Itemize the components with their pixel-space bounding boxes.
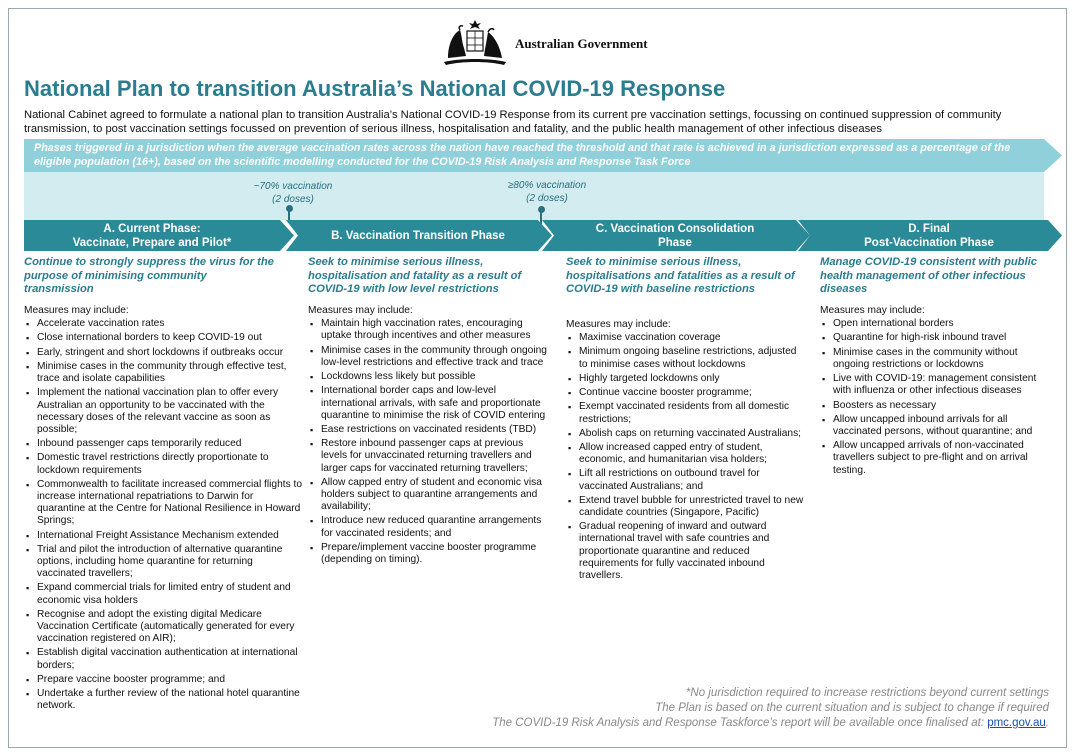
measure-item: ▪ Lockdowns less likely but possible bbox=[308, 371, 548, 383]
footer-note-2: The Plan is based on the current situation and is subject to change if required bbox=[655, 702, 1049, 714]
measure-item: ▪ International Freight Assistance Mechanism extended bbox=[24, 530, 302, 542]
intro-paragraph: National Cabinet agreed to formulate a national plan to transition Australia’s National COVID-19 Response from its current pre vaccination settings, focussing on continued suppression of community transmission, to post vaccination settings focussed on prevention of serious illness, hospitalisation and fatality, and the public health management of other infectious diseases bbox=[24, 109, 1002, 135]
phase-d-subtitle: Manage COVID-19 consistent with public health management of other infectious diseases bbox=[820, 256, 1037, 296]
phase-b-column bbox=[308, 256, 548, 568]
threshold-70-label bbox=[238, 180, 348, 206]
measure-item: ▪ Quarantine for high-risk inbound travel bbox=[820, 332, 1052, 344]
footer-note-3-text: The COVID-19 Risk Analysis and Response Taskforce’s report will be available once finalised at: bbox=[492, 717, 984, 729]
footer-note-1: *No jurisdiction required to increase restrictions beyond current settings bbox=[685, 687, 1049, 699]
banner-text: Phases triggered in a jurisdiction when the average vaccination rates across the nation have reached the threshold and that rate is achieved in a jurisdiction expressed as a percentage of the eligible population (16+), based on the scientific modelling conducted for the COVID-19 Risk Analysis and Response Task Force bbox=[34, 142, 1011, 168]
measure-item: ▪ Open international borders bbox=[820, 318, 1052, 330]
phase-b-subtitle: Seek to minimise serious illness, hospitalisation and fatality as a result of COVID-19 with low level restrictions bbox=[308, 256, 522, 296]
measure-item: ▪ Lift all restrictions on outbound travel for vaccinated Australians; and bbox=[566, 468, 806, 492]
measure-item: ▪ Minimise cases in the community without ongoing restrictions or lockdowns bbox=[820, 347, 1052, 371]
threshold-70-pin-dot bbox=[286, 205, 293, 212]
measure-item: ▪ Ease restrictions on vaccinated residents (TBD) bbox=[308, 424, 548, 436]
measure-item: ▪ Introduce new reduced quarantine arrangements for vaccinated residents; and bbox=[308, 515, 548, 539]
phase-a-header bbox=[24, 220, 294, 251]
measure-item: ▪ Gradual reopening of inward and outward international travel with safe countries and proportionate quarantine and reduced requirements for fully vaccinated inbound travellers. bbox=[566, 521, 806, 582]
phase-c-column bbox=[566, 256, 806, 584]
phase-b-measures-list bbox=[308, 318, 548, 566]
measure-item: ▪ Allow capped entry of student and economic visa holders subject to quarantine arrangements and availability; bbox=[308, 477, 548, 514]
phase-c-subtitle: Seek to minimise serious illness, hospitalisations and fatalities as a result of COVID-19 with baseline restrictions bbox=[566, 256, 795, 296]
measure-item: ▪ Maintain high vaccination rates, encouraging uptake through incentives and other measures bbox=[308, 318, 548, 342]
footer-notes bbox=[492, 686, 1049, 731]
measure-item: ▪ Allow uncapped arrivals of non-vaccinated travellers subject to pre-flight and on arrival testing. bbox=[820, 440, 1052, 477]
measure-item: ▪ Early, stringent and short lockdowns if outbreaks occur bbox=[24, 347, 302, 359]
measure-item: ▪ Implement the national vaccination plan to offer every Australian an opportunity to be vaccinated with the necessary doses of the relevant vaccine as soon as possible; bbox=[24, 387, 302, 436]
measure-item: ▪ Abolish caps on returning vaccinated Australians; bbox=[566, 428, 806, 440]
phase-a-measures-list bbox=[24, 318, 302, 712]
phase-c-header bbox=[542, 220, 810, 251]
phase-trigger-banner bbox=[24, 139, 1062, 172]
page-title: National Plan to transition Australia’s National COVID-19 Response bbox=[24, 76, 726, 101]
measure-item: ▪ Maximise vaccination coverage bbox=[566, 332, 806, 344]
threshold-80-label bbox=[492, 179, 602, 205]
measure-item: ▪ Undertake a further review of the national hotel quarantine network. bbox=[24, 688, 302, 712]
phase-a-column bbox=[24, 256, 302, 714]
footer-period: . bbox=[1045, 717, 1049, 729]
phase-d-measures-label: Measures may include: bbox=[820, 304, 925, 316]
threshold-80-doses: (2 doses) bbox=[526, 193, 568, 204]
phase-d-measures-list bbox=[820, 318, 1052, 476]
threshold-70-text: ~70% vaccination bbox=[253, 181, 333, 192]
measure-item: ▪ Minimum ongoing baseline restrictions, adjusted to minimise cases without lockdowns bbox=[566, 346, 806, 370]
measure-item: ▪ Continue vaccine booster programme; bbox=[566, 387, 806, 399]
measure-item: ▪ International border caps and low-level international arrivals, with safe and proportionate quarantine to minimise the risk of COVID entering bbox=[308, 385, 548, 422]
measure-item: ▪ Accelerate vaccination rates bbox=[24, 318, 302, 330]
phase-c-measures-list bbox=[566, 332, 806, 582]
phase-b-measures-label: Measures may include: bbox=[308, 304, 413, 316]
measure-item: ▪ Restore inbound passenger caps at previous levels for unvaccinated returning travellers and larger caps for vaccinated returning travellers; bbox=[308, 438, 548, 475]
phase-d-title: D. Final Post-Vaccination Phase bbox=[864, 223, 994, 249]
government-wordmark: Australian Government bbox=[515, 36, 648, 51]
phase-d-header bbox=[798, 220, 1062, 251]
measure-item: ▪ Establish digital vaccination authentication at international borders; bbox=[24, 647, 302, 671]
measure-item: ▪ Expand commercial trials for limited entry of student and economic visa holders bbox=[24, 582, 302, 606]
phase-c-title: C. Vaccination Consolidation Phase bbox=[595, 223, 755, 249]
pmc-link[interactable]: pmc.gov.au bbox=[987, 717, 1046, 729]
measure-item: ▪ Allow increased capped entry of student, economic, and humanitarian visa holders; bbox=[566, 442, 806, 466]
measure-item: ▪ Extend travel bubble for unrestricted travel to new candidate countries (Singapore, Pacific) bbox=[566, 495, 806, 519]
measure-item: ▪ Domestic travel restrictions directly proportionate to lockdown requirements bbox=[24, 452, 302, 476]
measure-item: ▪ Live with COVID-19: management consistent with influenza or other infectious diseases bbox=[820, 373, 1052, 397]
phase-a-measures-label: Measures may include: bbox=[24, 304, 129, 316]
threshold-80-text: ≥80% vaccination bbox=[507, 180, 587, 191]
measure-item: ▪ Exempt vaccinated residents from all domestic restrictions; bbox=[566, 401, 806, 425]
threshold-70-doses: (2 doses) bbox=[272, 194, 314, 205]
measure-item: ▪ Inbound passenger caps temporarily reduced bbox=[24, 438, 302, 450]
coat-of-arms-icon bbox=[440, 18, 510, 68]
phase-a-title: A. Current Phase: Vaccinate, Prepare and Pilot* bbox=[72, 223, 232, 249]
phase-b-header bbox=[286, 220, 552, 251]
phase-b-title: B. Vaccination Transition Phase bbox=[331, 230, 505, 242]
measure-item: ▪ Commonwealth to facilitate increased commercial flights to increase international repatriations to Darwin for quarantine at the Centre for National Resilience in Howard Springs; bbox=[24, 479, 302, 528]
measure-item: ▪ Recognise and adopt the existing digital Medicare Vaccination Certificate (automatically generated for every vaccination registered on AIR); bbox=[24, 609, 302, 646]
measure-item: ▪ Boosters as necessary bbox=[820, 400, 1052, 412]
measure-item: ▪ Close international borders to keep COVID-19 out bbox=[24, 332, 302, 344]
measure-item: ▪ Prepare/implement vaccine booster programme (depending on timing). bbox=[308, 542, 548, 566]
measure-item: ▪ Allow uncapped inbound arrivals for all vaccinated persons, without quarantine; and bbox=[820, 414, 1052, 438]
threshold-80-pin-dot bbox=[538, 206, 545, 213]
measure-item: ▪ Highly targeted lockdowns only bbox=[566, 373, 806, 385]
measure-item: ▪ Prepare vaccine booster programme; and bbox=[24, 674, 302, 686]
phase-c-measures-label: Measures may include: bbox=[566, 318, 671, 330]
measure-item: ▪ Minimise cases in the community through ongoing low-level restrictions and effective track and trace bbox=[308, 345, 548, 369]
measure-item: ▪ Trial and pilot the introduction of alternative quarantine options, including home quarantine for returning vaccinated travellers; bbox=[24, 544, 302, 581]
measure-item: ▪ Minimise cases in the community through effective test, trace and isolate capabilities bbox=[24, 361, 302, 385]
phase-a-subtitle: Continue to strongly suppress the virus for the purpose of minimising community transmission bbox=[24, 256, 274, 296]
phase-d-column bbox=[820, 256, 1052, 479]
footer-note-3 bbox=[492, 716, 1049, 731]
